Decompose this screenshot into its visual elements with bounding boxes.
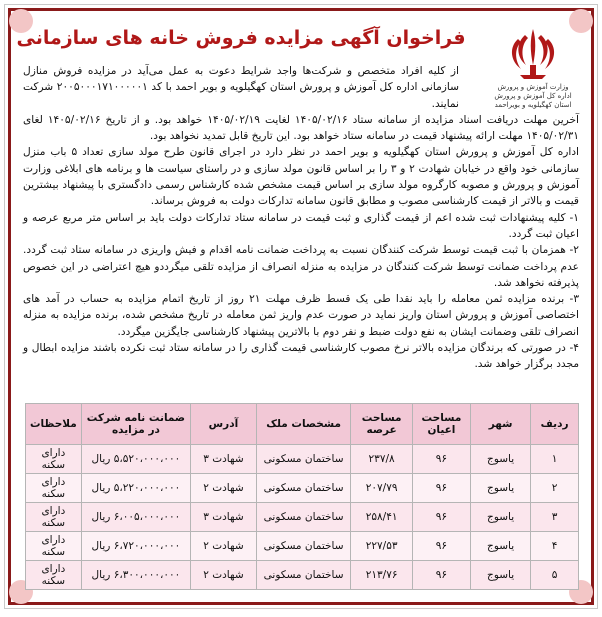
table-row <box>26 445 579 474</box>
property-type-cell: ساختمان مسکونی <box>256 561 351 590</box>
row-number: ۳ <box>531 503 579 532</box>
paragraph-description: اداره کل آموزش و پرورش استان کهگیلویه و بویر احمد در نظر دارد در اجرای قانون طرح مولد سازی تعداد ۵ باب منزل سازمانی خود واقع در خیابان شهادت ۲ و ۳ را بر اساس قانون مولد سازی و در راستای سیاست ها و برنامه های ابلاغی وزارت آموزش و پرورش و مصوبه کارگروه مولد سازی بر اساس قیمت مشخص شده کارشناس رسمی دادگستری با پیشنهاد بیشترین قیمت و بالاتر از قیمت کارشناسی مصوب و مطابق قانون سامانه تدارکات دولت به فروش برساند. <box>23 146 580 208</box>
table-header-row <box>26 404 579 445</box>
properties-table <box>25 403 579 590</box>
property-type-cell: ساختمان مسکونی <box>256 503 351 532</box>
column-header: مساحت عرصه <box>351 404 412 445</box>
remarks-cell: دارای سکنه <box>26 474 82 503</box>
remarks-cell: دارای سکنه <box>26 503 82 532</box>
city-cell: یاسوج <box>471 474 531 503</box>
paragraph-deadline: آخرین مهلت دریافت اسناد مزایده از سامانه ستاد ۱۴۰۵/۰۲/۱۶ لغایت ۱۴۰۵/۰۲/۱۹ خواهد بود. و از تاریخ ۱۴۰۵/۰۲/۱۶ لغای ۱۴۰۵/۰۲/۳۱ مهلت ارائه پیشنهاد قیمت در سامانه ستاد خواهد بود. این تاریخ قابل تمدید نخواهد بود. <box>23 113 580 143</box>
column-header: آدرس <box>191 404 257 445</box>
land-area-cell: ۲۰۷/۷۹ <box>351 474 412 503</box>
table-row <box>26 503 579 532</box>
land-area-cell: ۲۳۷/۸ <box>351 445 412 474</box>
column-header: مشخصات ملک <box>256 404 351 445</box>
row-number: ۲ <box>531 474 579 503</box>
table-row <box>26 532 579 561</box>
building-area-cell: ۹۶ <box>412 503 470 532</box>
address-cell: شهادت ۲ <box>191 561 257 590</box>
org-name-line-1: وزارت آموزش و پرورش <box>497 83 569 91</box>
land-area-cell: ۲۱۳/۷۶ <box>351 561 412 590</box>
column-header: ملاحظات <box>26 404 82 445</box>
city-cell: یاسوج <box>471 561 531 590</box>
paragraph-condition-1: ۱- کلیه پیشنهادات ثبت شده اعم از قیمت گذاری و ثبت قیمت در سامانه ستاد تدارکات دولت باید بر اساس متر مربع عرصه و اعیان ثبت گردد. <box>23 211 579 240</box>
building-area-cell: ۹۶ <box>412 561 470 590</box>
row-number: ۴ <box>531 532 579 561</box>
org-name-line-2: اداره کل آموزش و پرورش استان کهگیلویه و بویراحمد <box>494 92 572 109</box>
announcement-body <box>23 63 579 373</box>
property-type-cell: ساختمان مسکونی <box>256 474 351 503</box>
paragraph-condition-3: ۳- برنده مزایده ثمن معامله را باید نقدا طی یک قسط ظرف مهلت ۲۱ روز از تاریخ اتمام مزایده به حساب در آمد های اختصاصی آموزش و پرورش استان واریز نماید در صورت عدم واریز ثمن معامله در تاریخ مشخص شده، برنده مزایده به منزله انصراف تلقی وضمانت ایشان به نفع دولت ضبط و نفر دوم با بالاترین پیشنهاد کارشناسی جایگزین میگردد. <box>23 293 580 338</box>
city-cell: یاسوج <box>471 503 531 532</box>
property-type-cell: ساختمان مسکونی <box>256 532 351 561</box>
table-row <box>26 474 579 503</box>
building-area-cell: ۹۶ <box>412 445 470 474</box>
city-cell: یاسوج <box>471 445 531 474</box>
property-type-cell: ساختمان مسکونی <box>256 445 351 474</box>
table-row <box>26 561 579 590</box>
column-header: مساحت اعیان <box>412 404 470 445</box>
column-header: شهر <box>471 404 531 445</box>
land-area-cell: ۲۵۸/۴۱ <box>351 503 412 532</box>
city-cell: یاسوج <box>471 532 531 561</box>
remarks-cell: دارای سکنه <box>26 445 82 474</box>
row-number: ۱ <box>531 445 579 474</box>
building-area-cell: ۹۶ <box>412 532 470 561</box>
page-title: فراخوان آگهی مزایده فروش خانه های سازمانی <box>16 27 466 49</box>
advertisement-page <box>4 4 598 609</box>
column-header: ردیف <box>531 404 579 445</box>
guarantee-cell: ۶،۷۲۰،۰۰۰،۰۰۰ ریال <box>81 532 190 561</box>
paragraph-condition-2: ۲- همزمان با ثبت قیمت توسط شرکت کنندگان نسبت به پرداخت ضمانت نامه اقدام و فیش واریزی در سامانه ستاد ثبت گردد. عدم پرداخت ضمانت توسط شرکت کنندگان در مزایده به منزله انصراف از مزایده تلقی میگرددو هیچ اعتراضی در این خصوص پذیرفته نخواهد شد. <box>23 244 579 289</box>
row-number: ۵ <box>531 561 579 590</box>
address-cell: شهادت ۳ <box>191 503 257 532</box>
address-cell: شهادت ۲ <box>191 474 257 503</box>
address-cell: شهادت ۳ <box>191 445 257 474</box>
guarantee-cell: ۶،۰۰۵،۰۰۰،۰۰۰ ریال <box>81 503 190 532</box>
building-area-cell: ۹۶ <box>412 474 470 503</box>
column-header: ضمانت نامه شرکت در مزایده <box>81 404 190 445</box>
guarantee-cell: ۵،۵۲۰،۰۰۰،۰۰۰ ریال <box>81 445 190 474</box>
paragraph-intro: از کلیه افراد متخصص و شرکت‌ها واجد شرایط دعوت به عمل می‌آید در مزایده فروش منازل سازمانی اداره کل آموزش و پرورش استان کهگیلویه و بویر احمد با کد ۲۰۰۵۰۰۰۱۷۱۰۰۰۰۰۱ شرکت نمایند. <box>23 65 459 110</box>
remarks-cell: دارای سکنه <box>26 561 82 590</box>
remarks-cell: دارای سکنه <box>26 532 82 561</box>
guarantee-cell: ۵،۲۲۰،۰۰۰،۰۰۰ ریال <box>81 474 190 503</box>
guarantee-cell: ۶،۳۰۰،۰۰۰،۰۰۰ ریال <box>81 561 190 590</box>
land-area-cell: ۲۲۷/۵۳ <box>351 532 412 561</box>
address-cell: شهادت ۲ <box>191 532 257 561</box>
paragraph-condition-4: ۴- در صورتی که برندگان مزایده بالاتر نرخ مصوب کارشناسی قیمت گذاری را در سامانه ستاد ثبت نکرده باشند مزایده ابطال و مجدد برگزار خواهد شد. <box>23 342 579 371</box>
